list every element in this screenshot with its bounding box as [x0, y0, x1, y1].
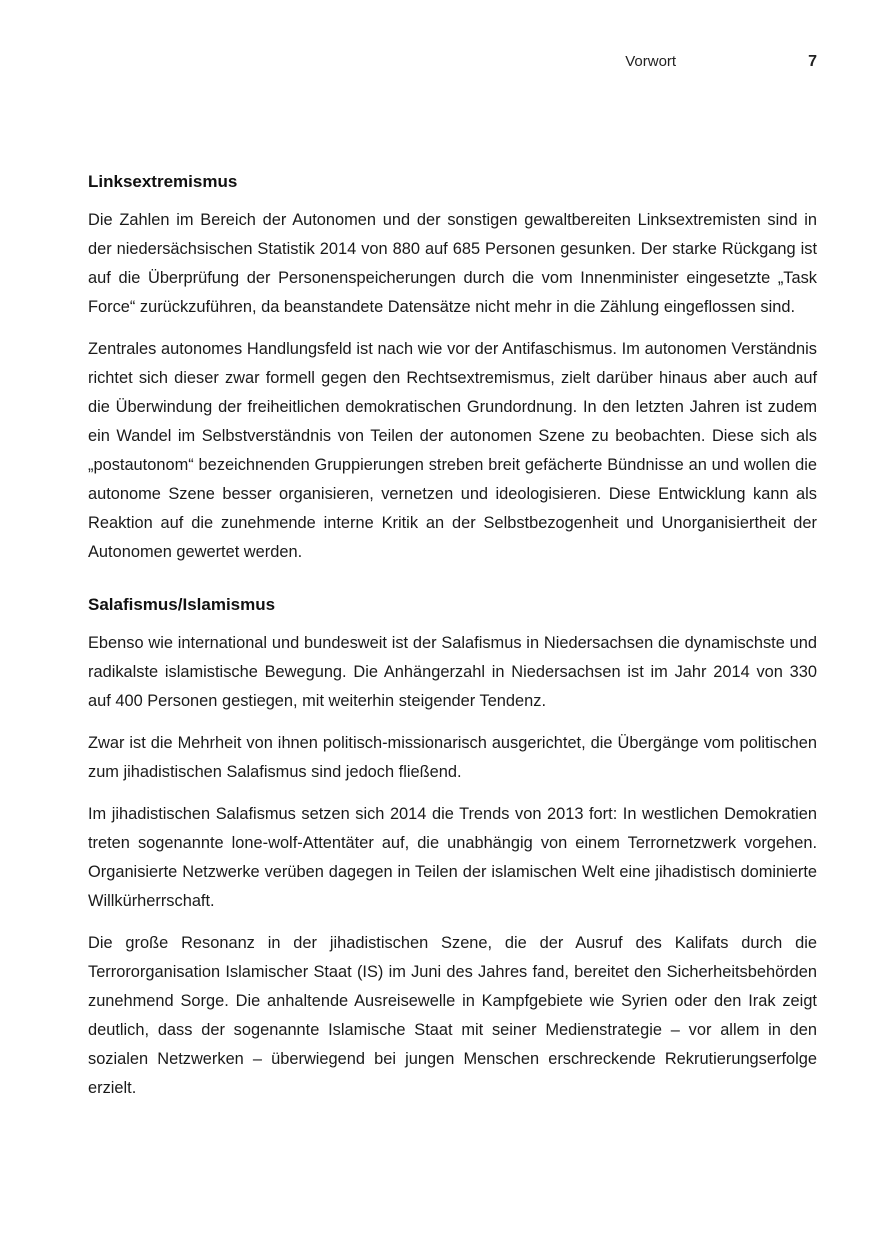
- section-linksextremismus: [88, 168, 817, 567]
- paragraph: Ebenso wie international und bundesweit ist der Salafismus in Niedersachsen die dynamischste und radikalste islamistische Bewegung. Die Anhängerzahl in Niedersachsen ist im Jahr 2014 von 330 auf 400 Personen gestiegen, mit weiterhin steigender Tendenz.: [88, 634, 817, 710]
- running-title: Vorwort: [625, 53, 677, 70]
- section-heading: Salafismus/Islamismus: [88, 595, 276, 614]
- page-number: 7: [808, 53, 817, 70]
- running-header: [625, 52, 817, 72]
- paragraph: Zentrales autonomes Handlungsfeld ist nach wie vor der Antifaschismus. Im autonomen Verständnis richtet sich dieser zwar formell gegen den Rechtsextremismus, zielt darüber hinaus aber auch auf die Überwindung der freiheitlichen demokratischen Grundordnung. In den letzten Jahren ist zudem ein Wandel im Selbstverständnis von Teilen der autonomen Szene zu beobachten. Diese sich als „postautonom“ bezeichnenden Gruppierungen streben breit gefächerte Bündnisse an und wollen die autonome Szene besser organisieren, vernetzen und ideologisieren. Diese Entwicklung kann als Reaktion auf die zunehmende interne Kritik an der Selbstbezogenheit und Unorganisiertheit der Autonomen gewertet werden.: [88, 340, 817, 561]
- section-salafismus-islamismus: [88, 591, 817, 1103]
- paragraph: Zwar ist die Mehrheit von ihnen politisch-missionarisch ausgerichtet, die Übergänge vom politischen zum jihadistischen Salafismus sind jedoch fließend.: [88, 734, 817, 781]
- section-heading: Linksextremismus: [88, 172, 238, 191]
- paragraph: Im jihadistischen Salafismus setzen sich 2014 die Trends von 2013 fort: In westlichen Demokratien treten sogenannte lone-wolf-Attentäter auf, die unabhängig von einem Terrornetzwerk vorgehen. Organisierte Netzwerke verüben dagegen in Teilen der islamischen Welt eine jihadistisch dominierte Willkürherrschaft.: [88, 805, 817, 910]
- paragraph: Die große Resonanz in der jihadistischen Szene, die der Ausruf des Kalifats durch die Terrororganisation Islamischer Staat (IS) im Juni des Jahres fand, bereitet den Sicherheitsbehörden zunehmend Sorge. Die anhaltende Ausreisewelle in Kampfgebiete wie Syrien oder den Irak zeigt deutlich, dass der sogenannte Islamische Staat mit seiner Medienstrategie – vor allem in den sozialen Netzwerken – überwiegend bei jungen Menschen erschreckende Rekrutierungserfolge erzielt.: [88, 934, 817, 1097]
- page-content: [88, 168, 817, 1103]
- paragraph: Die Zahlen im Bereich der Autonomen und der sonstigen gewaltbereiten Linksextremisten sind in der niedersächsischen Statistik 2014 von 880 auf 685 Personen gesunken. Der starke Rückgang ist auf die Überprüfung der Personenspeicherungen durch die vom Innenminister eingesetzte „Task Force“ zurückzuführen, da beanstandete Datensätze nicht mehr in die Zählung eingeflossen sind.: [88, 211, 817, 316]
